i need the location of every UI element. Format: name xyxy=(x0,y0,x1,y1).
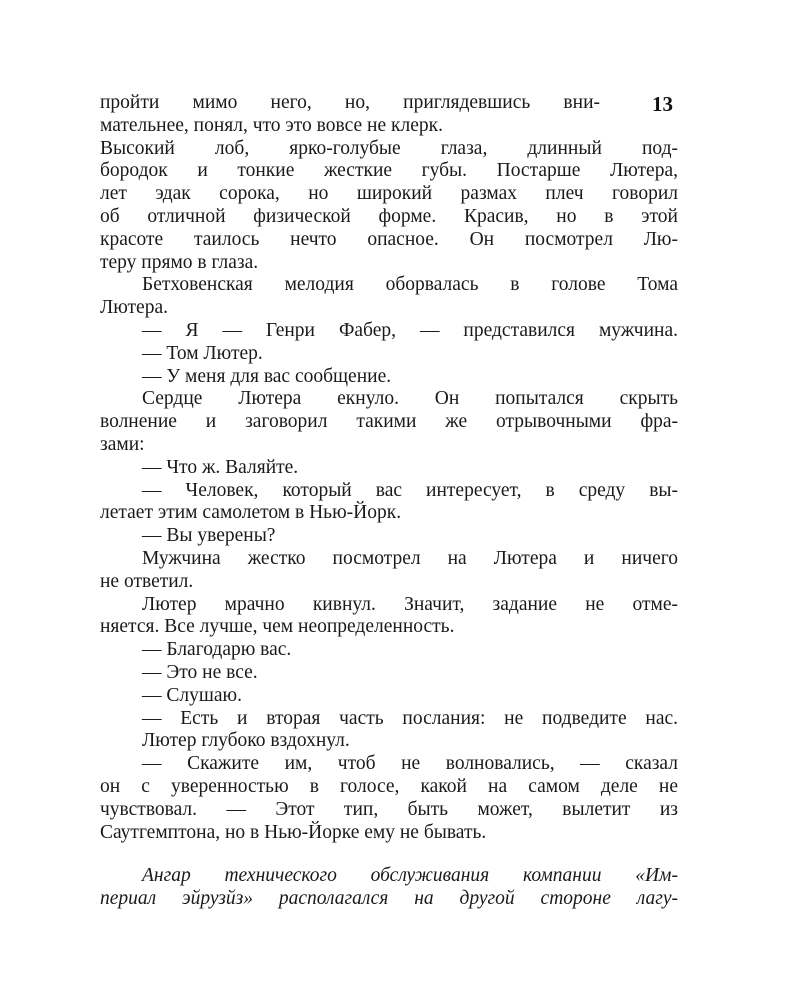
text-line: — Том Лютер. xyxy=(142,342,263,364)
page-number: 13 xyxy=(652,92,673,116)
text-line: зами: xyxy=(100,433,145,455)
main-text xyxy=(100,92,678,844)
text-line: не ответил. xyxy=(100,570,194,592)
text-line: — Скажите им, чтоб не волновались, — сказал xyxy=(142,753,678,775)
text-line: Лютер мрачно кивнул. Значит, задание не отме- xyxy=(142,593,678,615)
text-line: — Вы уверены? xyxy=(142,525,276,547)
section-text xyxy=(100,865,678,911)
text-line: — У меня для вас сообщение. xyxy=(142,365,392,387)
text-line: летает этим самолетом в Нью-Йорк. xyxy=(100,502,402,524)
text-line: волнение и заговорил такими же отрывочными фра- xyxy=(100,411,678,433)
text-line: пройти мимо него, но, приглядевшись вни- xyxy=(100,92,600,113)
text-line: Сердце Лютера екнуло. Он попытался скрыть xyxy=(142,388,678,410)
text-line: Бетховенская мелодия оборвалась в голове Тома xyxy=(142,274,678,296)
text-line: бородок и тонкие жесткие губы. Постарше Лютера, xyxy=(100,160,678,182)
text-line: лет эдак сорока, но широкий размах плеч говорил xyxy=(100,183,678,205)
text-line: — Благодарю вас. xyxy=(142,639,292,661)
text-line: он с уверенностью в голосе, какой на самом деле не xyxy=(100,775,678,797)
text-line: — Слушаю. xyxy=(142,684,242,706)
text-line: периал эйрузйз» располагался на другой стороне лагу- xyxy=(100,888,678,910)
text-line: Лютера. xyxy=(100,297,168,319)
text-line: об отличной физической форме. Красив, но в этой xyxy=(100,205,678,227)
text-line: Высокий лоб, ярко-голубые глаза, длинный под- xyxy=(100,137,678,159)
text-line: чувствовал. — Этот тип, быть может, вылетит из xyxy=(100,798,678,820)
text-line: красоте таилось нечто опасное. Он посмотрел Лю- xyxy=(100,228,678,250)
text-line: — Есть и вторая часть послания: не подведите нас. xyxy=(142,707,678,729)
text-line: — Это не все. xyxy=(142,661,258,683)
text-line: — Человек, который вас интересует, в среду вы- xyxy=(142,479,678,501)
text-line: Лютер глубоко вздохнул. xyxy=(142,730,350,752)
text-line: Ангар технического обслуживания компании «Им- xyxy=(142,865,678,887)
text-line: — Я — Генри Фабер, — представился мужчина. xyxy=(142,319,678,341)
page-body xyxy=(100,92,678,911)
text-line: Мужчина жестко посмотрел на Лютера и ничего xyxy=(142,547,678,569)
text-line: мательнее, понял, что это вовсе не клерк. xyxy=(100,114,443,136)
text-line: теру прямо в глаза. xyxy=(100,251,259,273)
text-line: Саутгемптона, но в Нью-Йорке ему не бывать. xyxy=(100,821,487,843)
text-line: — Что ж. Валяйте. xyxy=(142,456,299,478)
text-line: няется. Все лучше, чем неопределенность. xyxy=(100,616,455,638)
